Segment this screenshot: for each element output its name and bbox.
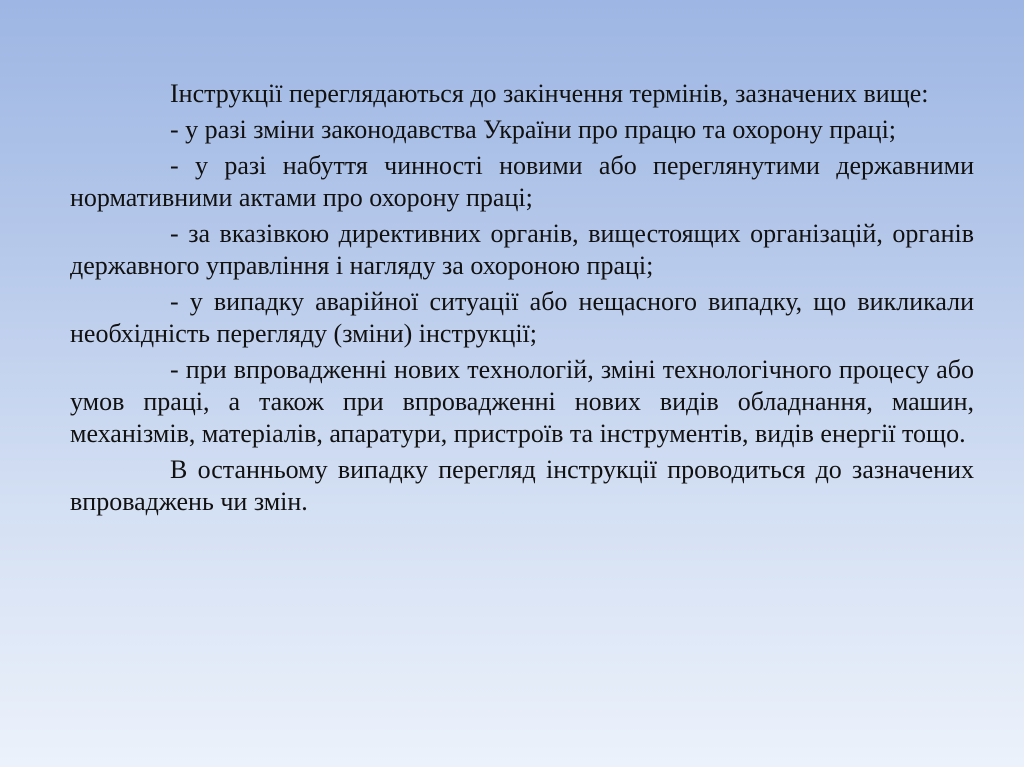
paragraph-accident: - у випадку аварійної ситуації або нещасного випадку, що викликали необхідність перегляду (зміни) інструкції; xyxy=(70,287,974,348)
paragraph-legislation-change: - у разі зміни законодавства України про працю та охорону праці; xyxy=(170,115,897,144)
paragraph-directive-bodies: - за вказівкою директивних органів, вищестоящих організацій, органів державного управління і нагляду за охороною праці; xyxy=(70,219,974,280)
paragraph-intro: Інструкції переглядаються до закінчення термінів, зазначених вище: xyxy=(170,79,929,108)
slide-body-text xyxy=(70,78,974,522)
paragraph-new-technologies: - при впровадженні нових технологій, зміні технологічного процесу або умов праці, а також при впровадженні нових видів обладнання, машин, механізмів, матеріалів, апаратури, пристроїв та інструментів, видів енергії тощо. xyxy=(70,355,974,448)
paragraph-conclusion: В останньому випадку перегляд інструкції проводиться до зазначених впроваджень чи змін. xyxy=(70,455,974,516)
paragraph-new-regulations: - у разі набуття чинності новими або переглянутими державними нормативними актами про охорону праці; xyxy=(70,151,974,212)
